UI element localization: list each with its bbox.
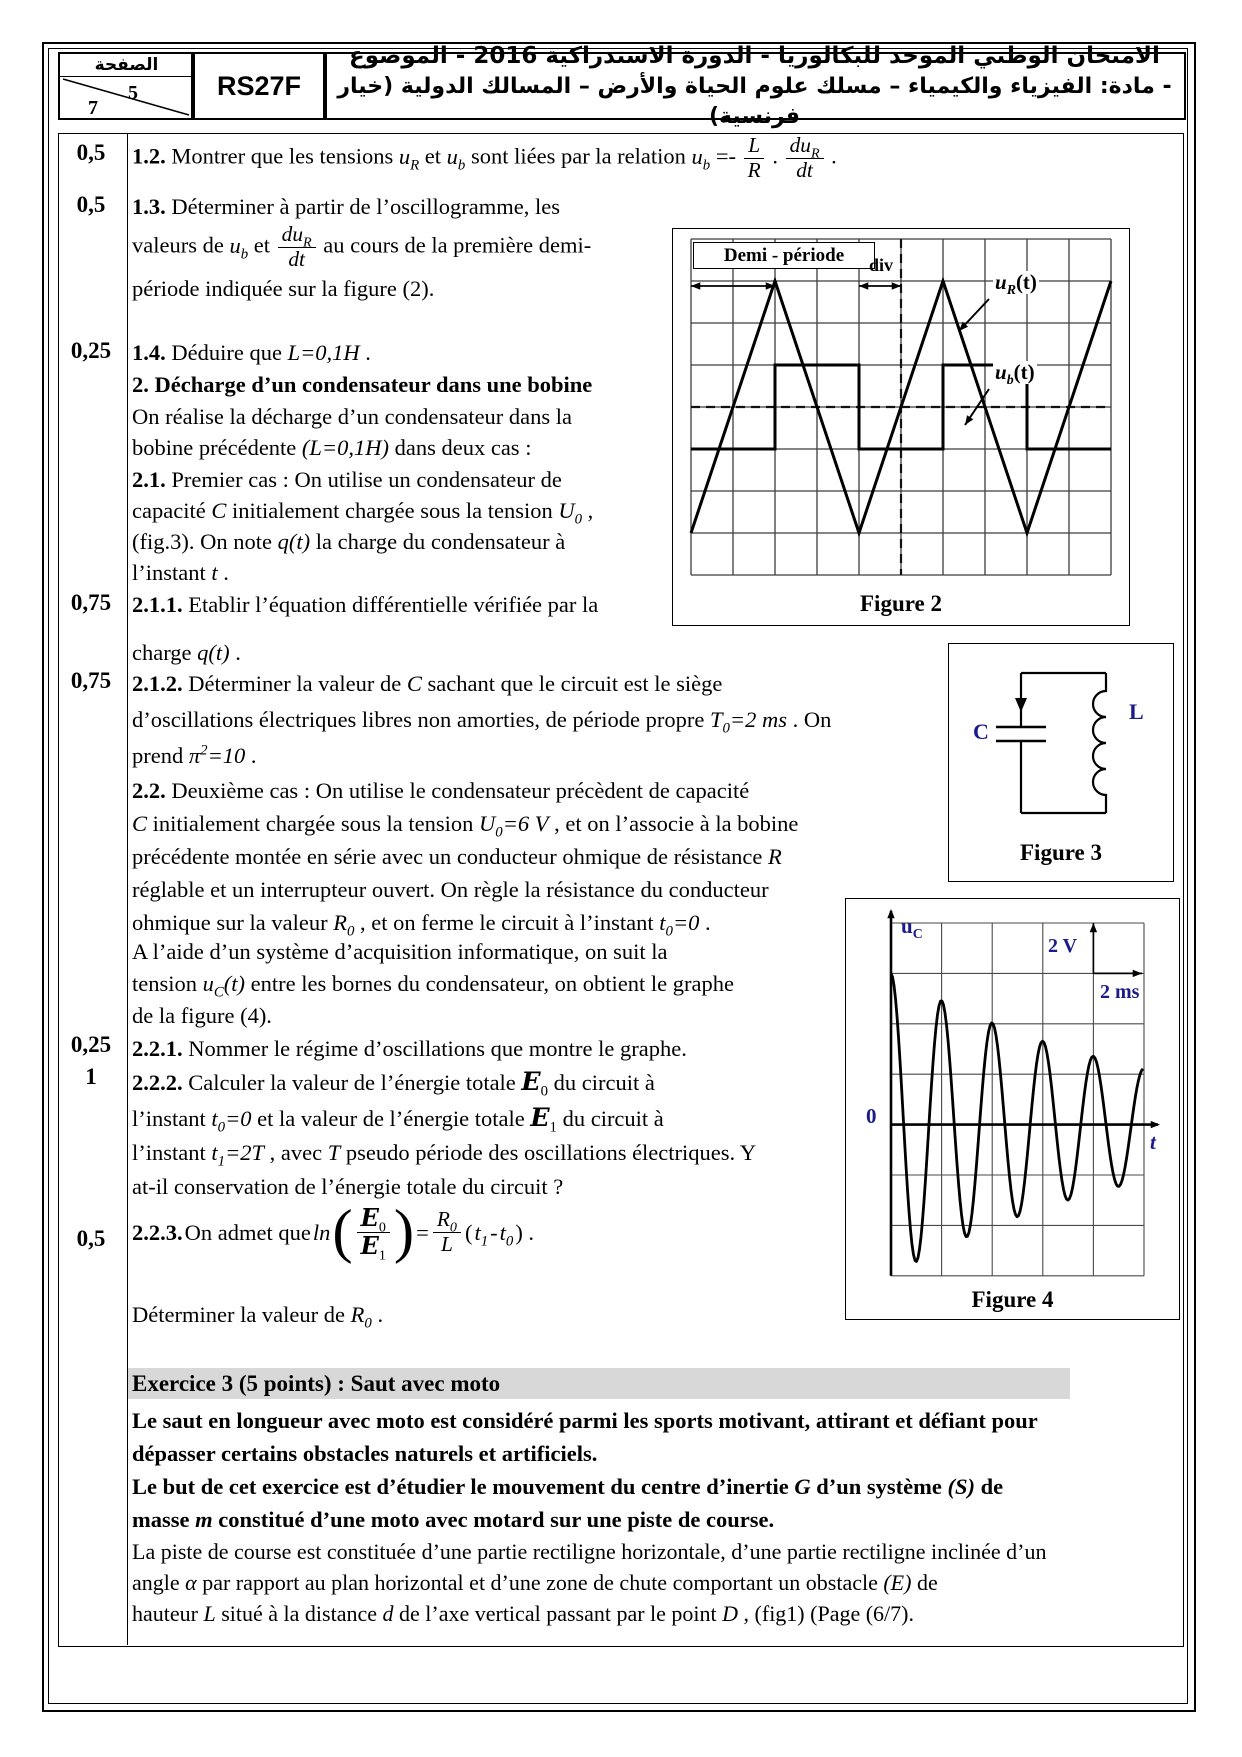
figure3-capacitor-label: C (973, 719, 989, 744)
question-1-3: 1.3. Déterminer à partir de l’oscillogramme, les valeurs de $u_b$ et $\frac{du_R}{dt}$ au cours de la première demi- période indiquée sur la figure (2). (132, 194, 592, 301)
question-2-1-1-cont: charge q(t) . (132, 640, 241, 665)
figure2-div-label: div (868, 255, 893, 275)
section-2-intro: On réalise la décharge d’un condensateur dans la bobine précédente (L=0,1H) dans deux cas : (132, 404, 573, 460)
figure3-caption: Figure 3 (1020, 840, 1102, 865)
question-2-1-1: 2.1.1. Etablir l’équation différentielle vérifiée par la (132, 592, 599, 617)
question-1-2: 1.2. Montrer que les tensions $u_R$ et $u_b$ sont liées par la relation $u_b$ =- $\frac{L}{R}$ . $\frac{du_R}{dt}$ . (132, 133, 837, 182)
question-2-2-2: 2.2.2. Calculer la valeur de l’énergie totale $E_0$ du circuit à l’instant $t_0=0$ et la valeur de l’énergie totale $E_1$ du circuit à l’instant $t_1=2T$ , avec T pseudo période des oscillations électriques. Y at-il conservation de l’énergie totale du circuit ? (132, 1066, 757, 1199)
question-2-2-cont: A l’aide d’un système d’acquisition informatique, on suit la tension $u_C(t)$ entre les bornes du condensateur, on obtient le graphe de la figure (4). (132, 939, 734, 1028)
header-title-cell (323, 42, 1186, 129)
points-cell: 0,5 (76, 1226, 106, 1251)
points-cell: 0,5 (76, 140, 106, 165)
page-number-diagonal (60, 77, 193, 117)
question-2-2-1: 2.2.1. Nommer le régime d’oscillations que montre le graphe. (132, 1036, 687, 1061)
header-page-cell (58, 52, 195, 120)
figure2-caption: Figure 2 (860, 591, 942, 616)
figure4-tscale-label: 2 ms (1100, 981, 1140, 1003)
inductor-coil-icon (1093, 673, 1106, 813)
points-cell: 0,5 (76, 192, 106, 217)
exercise3-paragraph-1: Le saut en longueur avec moto est considéré parmi les sports motivant, attirant et défiant pour dépasser certains obstacles naturels et artificiels. (132, 1408, 1038, 1466)
figure4-caption: Figure 4 (971, 1287, 1054, 1312)
points-cell: 0,25 (70, 1032, 112, 1057)
points-cell: 0,75 (70, 668, 112, 693)
question-2-2-3: 2.2.3. On admet que ln ( $\frac{E_0}{E_1}$ ) = $\frac{R_0}{L}$ ( $t_1$ - $t_0$ ) . (132, 1198, 535, 1266)
points-cell: 1 (85, 1064, 97, 1089)
figure4-box (845, 898, 1180, 1320)
page-current: 5 (128, 82, 138, 104)
figure2-ub-curve-label: $u_b(t)$ (995, 360, 1035, 388)
page-total: 7 (88, 97, 98, 117)
figure3-inductor-label: L (1129, 699, 1144, 724)
figure2-box (672, 228, 1130, 626)
question-2-2: 2.2. Deuxième cas : On utilise le condensateur précèdent de capacité C initialement chargée sous la tension $U_0=6$ V , et on l’associe à la bobine précédente montée en série avec un conducteur ohmique de résistance R réglable et un interrupteur ouvert. On règle la résistance du conducteur ohmique sur la valeur $R_0$ , et on ferme le circuit à l’instant $t_0=0$ . (132, 778, 799, 940)
points-cell: 0,75 (70, 590, 112, 615)
current-arrow-icon (1015, 698, 1027, 712)
figure4-origin-label: 0 (866, 1104, 877, 1128)
exam-title-line2: - مادة: الفيزياء والكيمياء – مسلك علوم الحياة والأرض – المسالك الدولية (خيار فرنسية) (337, 73, 1172, 129)
points-cell: 0,25 (70, 338, 112, 363)
page-label: الصفحة (60, 54, 193, 77)
figure3-box (948, 643, 1174, 882)
points-divider (127, 133, 128, 1645)
question-2-1-2: 2.1.2. Déterminer la valeur de C sachant que le circuit est le siège d’oscillations électriques libres non amorties, de période propre $T_0=2$ ms . On prend $\pi^2=10$ . (132, 671, 832, 768)
exercise3-paragraph-3: La piste de course est constituée d’une partie rectiligne horizontale, d’une partie rectiligne inclinée d’un angle α par rapport au plan horizontal et d’une zone de chute comportant un obstacle (E) de hauteur L situé à la distance d de l’axe vertical passant par le point D , (fig1) (Page (6/7). (132, 1539, 1047, 1626)
figure4-plot (846, 899, 1179, 1281)
figure4-yaxis-label: $u_C$ (901, 914, 923, 942)
figure2-plot (673, 229, 1129, 585)
exercise3-header: Exercice 3 (5 points) : Saut avec moto (128, 1368, 1070, 1399)
figure4-vscale-label: 2 V (1048, 935, 1078, 957)
figure2-ur-curve-label: $u_R(t)$ (995, 270, 1037, 298)
question-1-4: 1.4. Déduire que L=0,1H . (132, 340, 371, 365)
question-2-2-3-cont: Déterminer la valeur de $R_0$ . (132, 1302, 384, 1332)
exam-code: RS27F (216, 70, 302, 101)
figure2-half-period-label: Demi - période (693, 242, 875, 269)
section-2-title: 2. Décharge d’un condensateur dans une bobine (132, 372, 593, 397)
header-code-cell (191, 52, 327, 120)
figure4-xaxis-label: t (1150, 1130, 1156, 1154)
exercise3-paragraph-2: Le but de cet exercice est d’étudier le mouvement du centre d’inertie G d’un système (S) de masse m constitué d’une moto avec motard sur une piste de course. (132, 1474, 1004, 1532)
exam-title-line1: الامتحان الوطني الموحد للبكالوريا - الدورة الاستدراكية 2016 - الموضوع (349, 42, 1160, 69)
question-2-1: 2.1. Premier cas : On utilise un condensateur de capacité C initialement chargée sous la tension $U_0$ , (fig.3). On note q(t) la charge du condensateur à l’instant t . (132, 467, 594, 585)
